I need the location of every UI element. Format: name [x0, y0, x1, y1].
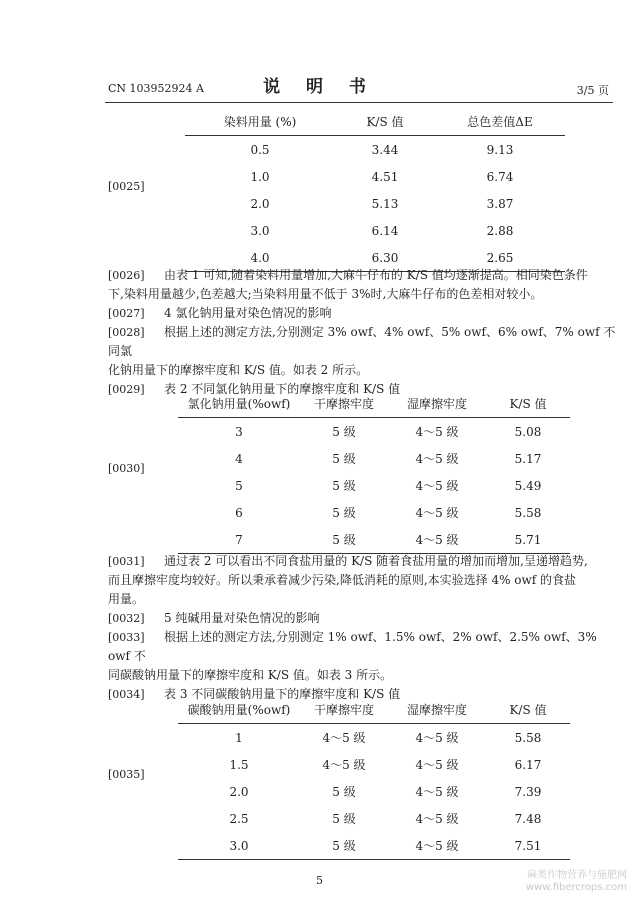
- table-na2co3-amount: [178, 696, 570, 860]
- table-header-row: [185, 108, 565, 136]
- table-cell: 5.49: [514, 478, 542, 493]
- table-cell: 5 级: [332, 425, 356, 439]
- table-header-row: [178, 390, 570, 418]
- table-cell: 4～5 级: [388, 832, 486, 860]
- paragraph-block-2: [108, 552, 618, 704]
- paragraph-0027: [108, 304, 618, 323]
- table-row: [185, 136, 565, 164]
- paragraph-number: [0027]: [108, 307, 145, 320]
- table-cell: 5.58: [514, 505, 542, 520]
- paragraph-number: [0028]: [108, 326, 145, 339]
- paragraph-number-0035: [0035]: [108, 768, 145, 781]
- paragraph-text: 由表 1 可知,随着染料用量增加,大麻牛仔布的 K/S 值均逐渐提高。相同染色条件: [164, 268, 588, 282]
- paragraph-number: [0029]: [108, 383, 145, 396]
- table-row: [185, 163, 565, 190]
- watermark-title: 麻类作物营养与施肥网: [527, 870, 627, 881]
- table-cell: 5 级: [300, 832, 388, 860]
- paragraph-0026: [108, 266, 618, 285]
- table-cell: 5 级: [332, 479, 356, 493]
- column-header: K/S 值: [486, 696, 570, 724]
- table-cell: 0.5: [250, 142, 270, 157]
- table-cell: 7.48: [514, 811, 542, 826]
- table-cell: 9.13: [486, 142, 514, 157]
- table-row: [178, 445, 570, 472]
- paragraph-number: [0032]: [108, 612, 145, 625]
- table-cell: 2.0: [250, 196, 270, 211]
- table-cell: 4～5 级: [415, 812, 459, 826]
- table-cell: 1: [235, 730, 243, 745]
- table-cell: 5.13: [371, 196, 399, 211]
- paragraph-0033: [108, 628, 618, 666]
- paragraph-0028: [108, 323, 618, 361]
- column-header: 碳酸钠用量(%owf): [178, 696, 300, 724]
- table-cell: 6.17: [514, 757, 542, 772]
- table-cell: 2.0: [229, 784, 249, 799]
- table-dye-amount: [185, 108, 565, 272]
- table-cell: 4～5 级: [388, 526, 486, 554]
- table-cell: 5 级: [332, 812, 356, 826]
- page-title: 说 明 书: [263, 77, 376, 97]
- section-heading: 4 氯化钠用量对染色情况的影响: [164, 306, 332, 320]
- table-row: [178, 724, 570, 752]
- table-row: [185, 217, 565, 244]
- table-cell: 5.58: [514, 730, 542, 745]
- paragraph-number: [0031]: [108, 555, 145, 568]
- table-cell: 5: [235, 478, 243, 493]
- table-cell: 7.51: [486, 832, 570, 860]
- column-header: 干摩擦牢度: [300, 390, 388, 418]
- watermark-url: www.fibercrops.com: [525, 882, 627, 893]
- table-caption: 表 2 不同氯化钠用量下的摩擦牢度和 K/S 值: [164, 382, 401, 396]
- table-cell: 6: [235, 505, 243, 520]
- table-cell: 1.5: [229, 757, 249, 772]
- table-cell: 3.44: [371, 142, 399, 157]
- table-row: [178, 751, 570, 778]
- table-cell: 5 级: [300, 526, 388, 554]
- table-cell: 4～5 级: [415, 758, 459, 772]
- table-cell: 6.74: [486, 169, 514, 184]
- table-header-row: [178, 696, 570, 724]
- page-indicator: 3/5 页: [576, 84, 609, 97]
- table-cell: 2.65: [435, 244, 565, 272]
- table-cell: 4.51: [371, 169, 399, 184]
- table-cell: 4～5 级: [322, 758, 366, 772]
- table-nacl-amount: [178, 390, 570, 554]
- table-cell: 5.71: [486, 526, 570, 554]
- table-cell: 7: [178, 526, 300, 554]
- table-cell: 2.5: [229, 811, 249, 826]
- table-cell: 5 级: [332, 785, 356, 799]
- paragraph-0032: [108, 609, 618, 628]
- table-cell: 5.17: [514, 451, 542, 466]
- paragraph-text: 通过表 2 可以看出不同食盐用量的 K/S 随着食盐用量的增加而增加,呈递增趋势,: [164, 554, 588, 568]
- site-watermark: [526, 870, 627, 894]
- page-number: 5: [316, 874, 323, 887]
- table-row: [178, 805, 570, 832]
- table-cell: 6.14: [371, 223, 399, 238]
- paragraph-0031-continued: 而且摩擦牢度均较好。所以秉承着减少污染,降低消耗的原则,本实验选择 4% owf 的食盐: [108, 573, 577, 587]
- table-row: [178, 499, 570, 526]
- table-cell: 4.0: [185, 244, 335, 272]
- paragraph-number: [0026]: [108, 269, 145, 282]
- table-row: [185, 190, 565, 217]
- table-cell: 4: [235, 451, 243, 466]
- table-row: [178, 472, 570, 499]
- column-header: 湿摩擦牢度: [388, 390, 486, 418]
- table-row: [178, 526, 570, 554]
- column-header: 氯化钠用量(%owf): [178, 390, 300, 418]
- paragraph-number-0025: [0025]: [108, 180, 145, 193]
- column-header: 总色差值ΔE: [435, 108, 565, 136]
- table-cell: 5 级: [332, 452, 356, 466]
- column-header: 干摩擦牢度: [300, 696, 388, 724]
- paragraph-text: 根据上述的测定方法,分别测定 3% owf、4% owf、5% owf、6% owf、7% owf 不同氯: [108, 325, 616, 358]
- table-cell: 4～5 级: [322, 731, 366, 745]
- column-header: K/S 值: [486, 390, 570, 418]
- table-cell: 3.0: [178, 832, 300, 860]
- paragraph-text: 根据上述的测定方法,分别测定 1% owf、1.5% owf、2% owf、2.5% owf、3% owf 不: [108, 630, 597, 663]
- paragraph-block-1: [108, 266, 618, 399]
- table-cell: 4～5 级: [415, 425, 459, 439]
- table-cell: 4～5 级: [415, 785, 459, 799]
- table-cell: 5 级: [332, 506, 356, 520]
- paragraph-0031: [108, 552, 618, 571]
- table-row: [178, 778, 570, 805]
- table-cell: 4～5 级: [415, 452, 459, 466]
- column-header: 湿摩擦牢度: [388, 696, 486, 724]
- paragraph-number-0030: [0030]: [108, 462, 145, 475]
- table-cell: 3.87: [486, 196, 514, 211]
- table-cell: 6.30: [335, 244, 435, 272]
- section-heading: 5 纯碱用量对染色情况的影响: [164, 611, 320, 625]
- header-divider: [105, 102, 613, 103]
- table-row: [178, 832, 570, 860]
- paragraph-0028-continued: 化钠用量下的摩擦牢度和 K/S 值。如表 2 所示。: [108, 363, 369, 377]
- column-header: 染料用量 (%): [185, 108, 335, 136]
- table-cell: 4～5 级: [415, 479, 459, 493]
- table-row: [178, 418, 570, 446]
- table-cell: 1.0: [250, 169, 270, 184]
- paragraph-0033-continued: 同碳酸钠用量下的摩擦牢度和 K/S 值。如表 3 所示。: [108, 668, 393, 682]
- table-cell: 4～5 级: [415, 506, 459, 520]
- paragraph-number: [0034]: [108, 688, 145, 701]
- table-cell: 3.0: [250, 223, 270, 238]
- table-caption: 表 3 不同碳酸钠用量下的摩擦牢度和 K/S 值: [164, 687, 401, 701]
- paragraph-0026-continued: 下,染料用量越少,色差越大;当染料用量不低于 3%时,大麻牛仔布的色差相对较小。: [108, 287, 543, 301]
- table-cell: 4～5 级: [415, 731, 459, 745]
- paragraph-number: [0033]: [108, 631, 145, 644]
- table-cell: 5.08: [514, 424, 542, 439]
- paragraph-0031-continued: 用量。: [108, 592, 145, 606]
- table-cell: 7.39: [514, 784, 542, 799]
- document-number: CN 103952924 A: [108, 82, 204, 95]
- table-cell: 3: [235, 424, 243, 439]
- column-header: K/S 值: [335, 108, 435, 136]
- table-cell: 2.88: [486, 223, 514, 238]
